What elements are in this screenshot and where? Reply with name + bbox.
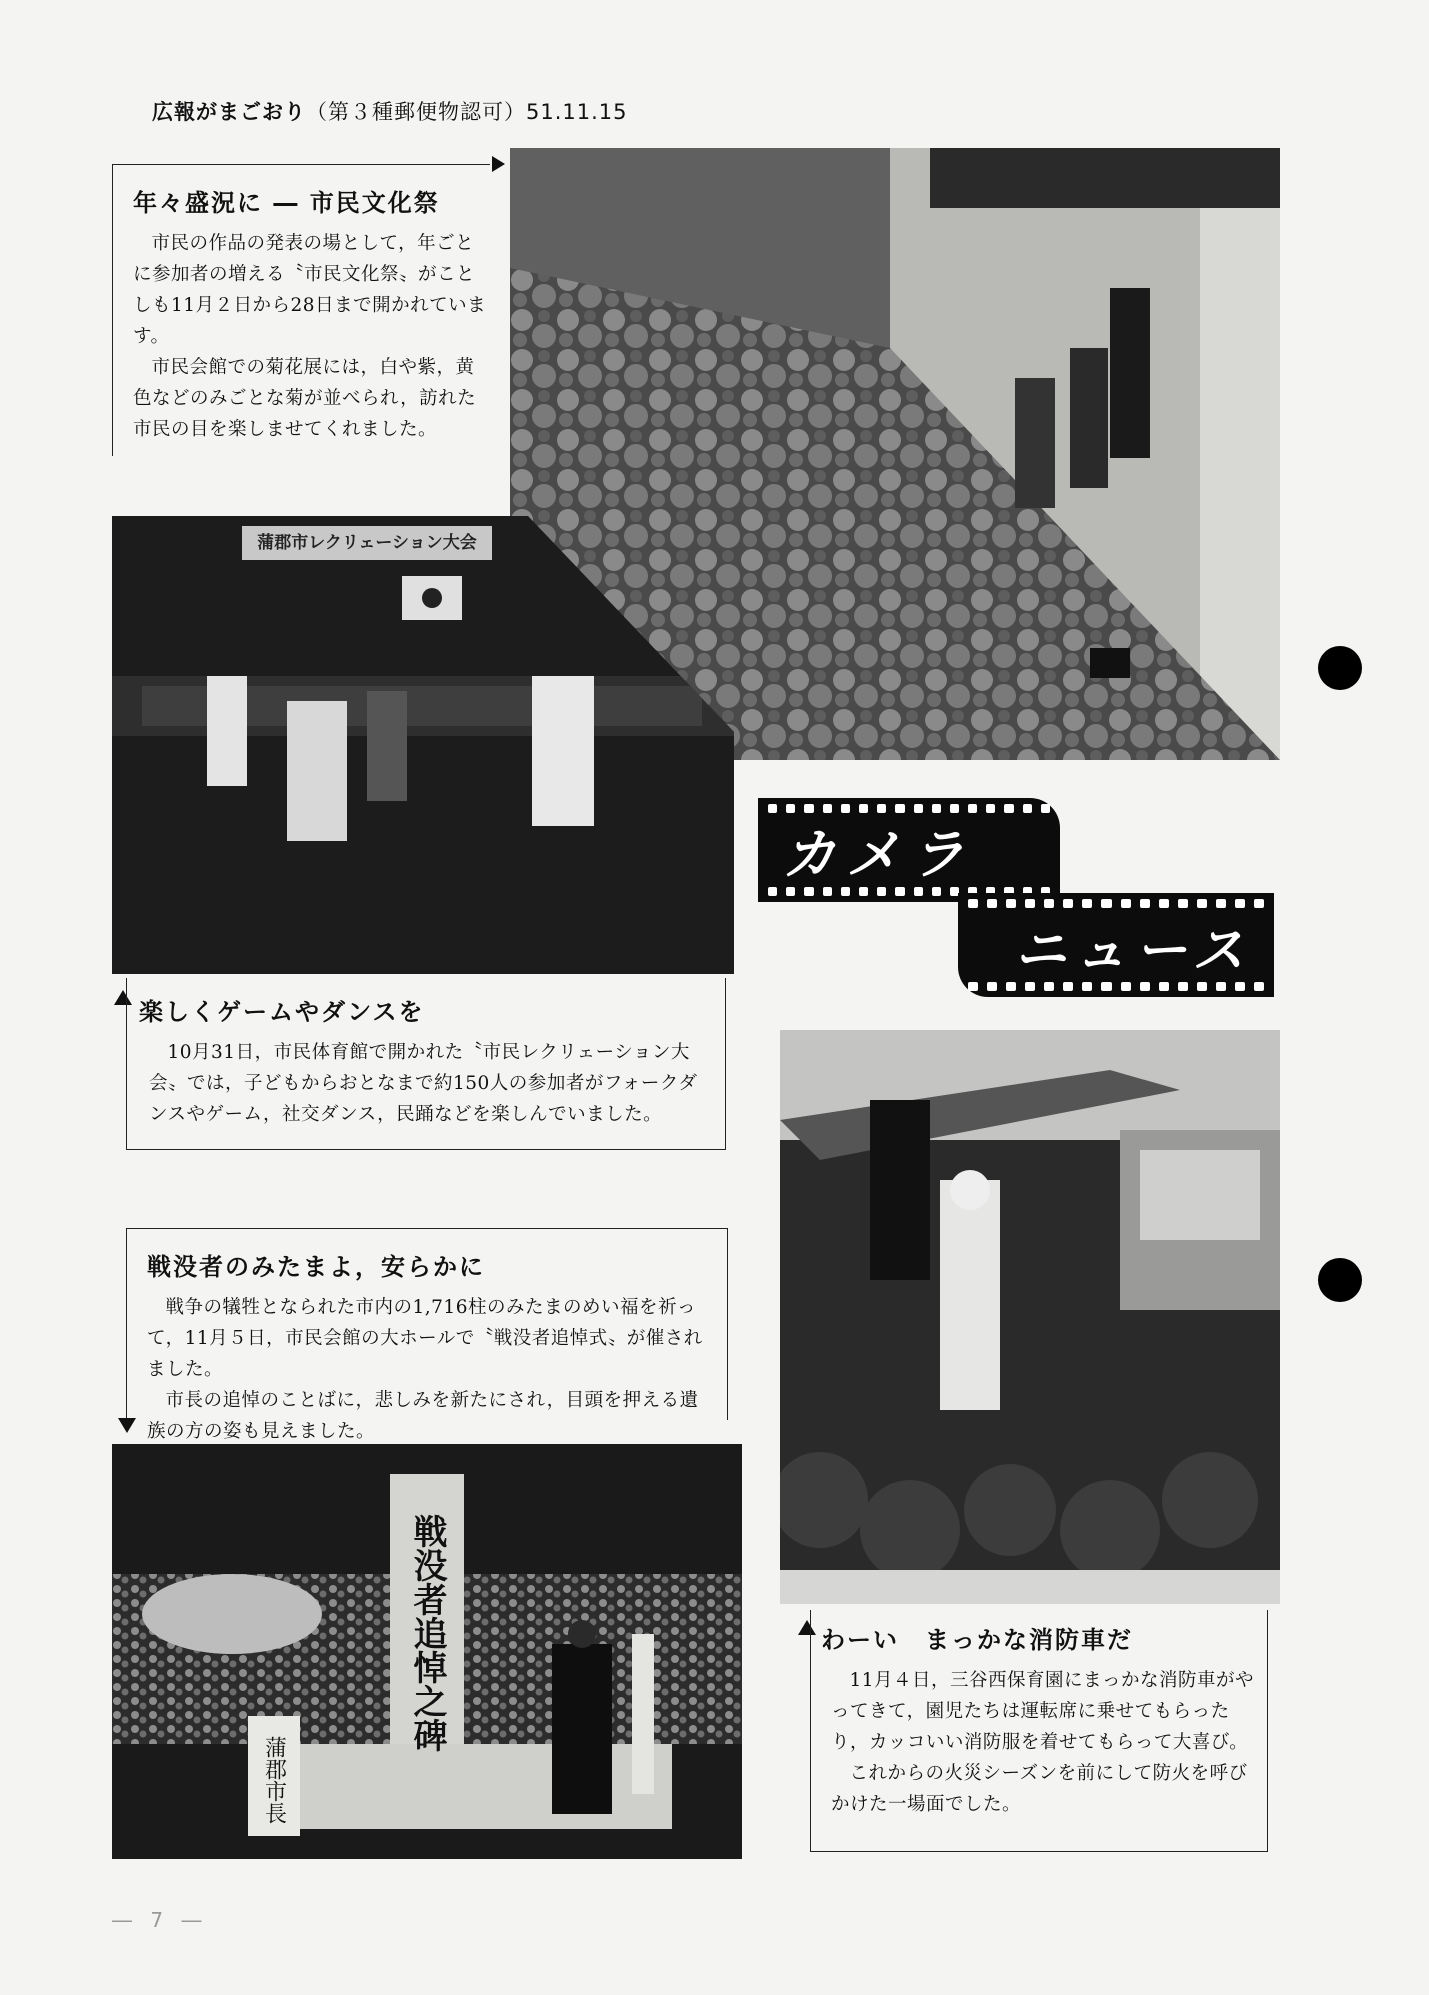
fire-truck-title: わーい まっかな消防車だ bbox=[821, 1626, 1133, 1654]
memorial-article bbox=[126, 1228, 728, 1442]
camera-news-line1: カメラ bbox=[782, 822, 974, 886]
arrow-down-icon bbox=[118, 1418, 136, 1433]
camera-news-line2: ニュース bbox=[1014, 920, 1252, 981]
monument-inscription: 戦没者追悼之碑 bbox=[407, 1514, 447, 1752]
culture-festival-paragraph-2: 市民会館での菊花展には，白や紫，黄色などのみごとな菊が並べられ，訪れた市民の目を楽しませてくれました。 bbox=[133, 357, 477, 440]
memorial-title: 戦没者のみたまよ，安らかに bbox=[147, 1253, 485, 1281]
page-header bbox=[152, 96, 628, 126]
recreation-paragraph-1: 10月31日，市民体育館で開かれた〝市民レクリェーション大会〟では，子どもからおとなまで約150人の参加者がフォークダンスやゲーム，社交ダンス，民踊などを楽しんでいました。 bbox=[149, 1042, 698, 1125]
culture-festival-title: 年々盛況に ― 市民文化祭 bbox=[133, 189, 440, 217]
memorial-paragraph-2: 市長の追悼のことばに，悲しみを新たにされ，目頭を押える遺族の方の姿も見えました。 bbox=[147, 1390, 699, 1442]
camera-news-logo-bottom bbox=[958, 893, 1274, 997]
memorial-ceremony-photo bbox=[112, 1444, 742, 1859]
wreath-card-text: 蒲郡市長 bbox=[261, 1736, 287, 1824]
recreation-article bbox=[126, 978, 726, 1150]
recreation-banner-text: 蒲郡市レクリェーション大会 bbox=[257, 533, 477, 553]
memorial-paragraph-1: 戦争の犠牲となられた市内の1,716柱のみたまのめい福を祈って，11月５日，市民会館の大ホールで〝戦没者追悼式〟が催されました。 bbox=[147, 1297, 703, 1380]
page-number: ― 7 ― bbox=[112, 1908, 208, 1932]
punch-hole-bottom bbox=[1318, 1258, 1362, 1302]
recreation-title: 楽しくゲームやダンスを bbox=[139, 998, 425, 1026]
culture-festival-paragraph-1: 市民の作品の発表の場として，年ごとに参加者の増える〝市民文化祭〟がことしも11月２日から28日まで開かれています。 bbox=[133, 233, 487, 347]
culture-festival-article bbox=[112, 164, 490, 456]
fire-truck-article bbox=[810, 1610, 1268, 1852]
fire-truck-photo bbox=[780, 1030, 1280, 1604]
camera-news-logo-top bbox=[758, 798, 1060, 902]
punch-hole-top bbox=[1318, 646, 1362, 690]
recreation-dance-photo bbox=[112, 516, 734, 974]
arrow-right-icon bbox=[492, 156, 505, 172]
fire-truck-paragraph-2: これからの火災シーズンを前にして防火を呼びかけた一場面でした。 bbox=[831, 1763, 1248, 1815]
publication-title: 広報がまごおり bbox=[152, 100, 306, 124]
publication-subtitle: （第３種郵便物認可）51.11.15 bbox=[306, 100, 628, 124]
fire-truck-paragraph-1: 11月４日，三谷西保育園にまっかな消防車がやってきて，園児たちは運転席に乗せてもらったり，カッコいい消防服を着せてもらって大喜び。 bbox=[831, 1670, 1255, 1753]
